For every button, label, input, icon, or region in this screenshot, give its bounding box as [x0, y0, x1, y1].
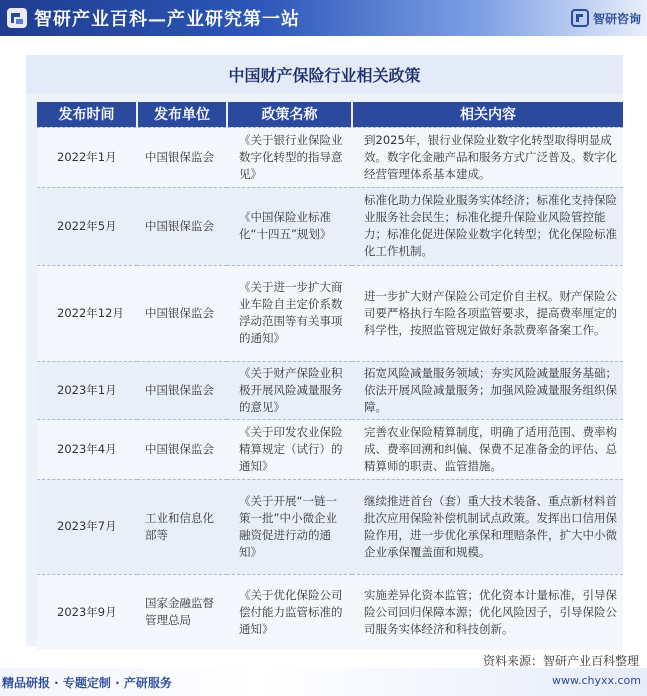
table-row: [37, 187, 623, 265]
date-cell: 2022年5月: [37, 187, 137, 265]
content-cell: 到2025年，银行业保险业数字化转型取得明显成效。数字化金融产品和服务方式广泛普及。数字化经营管理体系基本建成。: [352, 127, 623, 187]
brand-name: 智研咨询: [592, 11, 641, 26]
unit-cell: 中国银保监会: [137, 419, 227, 479]
content-cell: 拓宽风险减量服务领域；夯实风险减量服务基础；依法开展风险减量服务；加强风险减量服务组织保障。: [352, 361, 623, 419]
unit-cell: 中国银保监会: [137, 265, 227, 361]
policy-name-cell: 《关于财产保险业积极开展风险减量服务的意见》: [227, 361, 352, 419]
table-row: [37, 419, 623, 479]
policy-name-cell: 《中国保险业标准化“十四五”规划》: [227, 187, 352, 265]
table-title: 中国财产保险行业相关政策: [26, 55, 623, 93]
table-header-row: [37, 102, 623, 127]
policy-name-cell: 《关于优化保险公司偿付能力监管标准的通知》: [227, 574, 352, 650]
date-cell: 2022年12月: [37, 265, 137, 361]
unit-cell: 中国银保监会: [137, 127, 227, 187]
content-cell: 进一步扩大财产保险公司定价自主权。财产保险公司要严格执行车险各项监管要求，提高费率厘定的科学性，按照监管规定做好条款费率备案工作。: [352, 265, 623, 361]
date-cell: 2022年1月: [37, 127, 137, 187]
content-cell: 继续推进首台（套）重大技术装备、重点新材料首批次应用保险补偿机制试点政策。发挥出口信用保险作用，进一步优化承保和理赔条件，扩大中小微企业承保覆盖面和规模。: [352, 479, 623, 574]
content-cell: 标准化助力保险业服务实体经济；标准化支持保险业服务社会民生；标准化提升保险业风险管控能力；标准化促进保险业数字化转型；优化保险标准化工作机制。: [352, 187, 623, 265]
policy-name-cell: 《关于印发农业保险精算规定（试行）的通知》: [227, 419, 352, 479]
header-bar: [0, 0, 647, 36]
unit-cell: 工业和信息化部等: [137, 479, 227, 574]
policy-name-cell: 《关于银行业保险业数字化转型的指导意见》: [227, 127, 352, 187]
table-row: [37, 574, 623, 650]
column-header: 发布时间: [37, 102, 137, 127]
table-row: [37, 265, 623, 361]
column-header: 发布单位: [137, 102, 227, 127]
unit-cell: 国家金融监督管理总局: [137, 574, 227, 650]
logo-icon: [6, 7, 28, 29]
table-row: [37, 361, 623, 419]
column-header: 相关内容: [352, 102, 623, 127]
column-header: 政策名称: [227, 102, 352, 127]
footer-bar: [0, 668, 647, 696]
content-cell: 实施差异化资本监管；优化资本计量标准，引导保险公司回归保障本源；优化风险因子，引导保险公司服务实体经济和科技创新。: [352, 574, 623, 650]
footer-url-link[interactable]: www.chyxx.com: [551, 674, 641, 687]
date-cell: 2023年9月: [37, 574, 137, 650]
brand-icon: [571, 9, 589, 27]
date-cell: 2023年1月: [37, 361, 137, 419]
source-note: 资料来源：智研产业百科整理: [482, 654, 639, 668]
policy-table: [37, 102, 623, 650]
unit-cell: 中国银保监会: [137, 187, 227, 265]
content-cell: 完善农业保险精算制度，明确了适用范围、费率构成、费率回溯和纠偏、保费不足准备金的评估、总精算师的职责、监管措施。: [352, 419, 623, 479]
date-cell: 2023年4月: [37, 419, 137, 479]
policy-panel: [26, 55, 623, 646]
header-title: 智研产业百科—产业研究第一站: [34, 9, 300, 30]
footer-services: 精品研报 · 专题定制 · 产研服务: [2, 676, 172, 690]
table-row: [37, 479, 623, 574]
date-cell: 2023年7月: [37, 479, 137, 574]
unit-cell: 中国银保监会: [137, 361, 227, 419]
brand-logo[interactable]: [571, 9, 641, 27]
policy-name-cell: 《关于开展“一链一策一批”中小微企业融资促进行动的通知》: [227, 479, 352, 574]
policy-name-cell: 《关于进一步扩大商业车险自主定价系数浮动范围等有关事项的通知》: [227, 265, 352, 361]
table-row: [37, 127, 623, 187]
